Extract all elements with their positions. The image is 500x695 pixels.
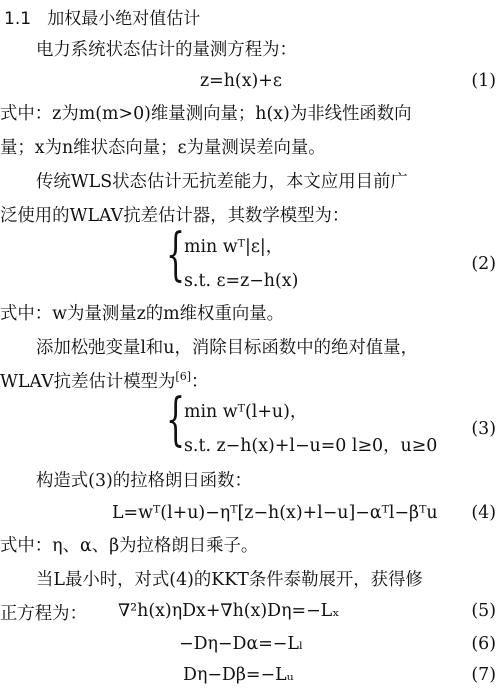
where-line-2: 式中：w为量测量z的m维权重向量。 <box>0 304 285 324</box>
equation-2-number: (2) <box>471 254 496 274</box>
equation-4-number: (4) <box>471 503 496 523</box>
equation-3 <box>184 395 437 463</box>
equation-2-line-1: min wᵀ|ε|， <box>184 237 284 257</box>
equation-1: z=h(x)+ε <box>200 71 282 91</box>
paragraph-2b: 泛使用的WLAV抗差估计器，其数学模型为： <box>0 206 350 226</box>
equation-2-brace: { <box>166 222 186 289</box>
equation-5: ∇²h(x)ηDx+∇h(x)Dη=−Lₓ <box>118 601 340 621</box>
equation-1-number: (1) <box>471 71 496 91</box>
where-line-4: 式中：η、α、β为拉格朗日乘子。 <box>0 536 259 556</box>
paragraph-5b: 正方程为： <box>0 604 87 624</box>
where-line-1a: 式中：z为m(m>0)维量测向量；h(x)为非线性函数向 <box>0 104 412 124</box>
equation-6: −Dη−Dα=−Lₗ <box>179 634 304 654</box>
equation-4: L=wᵀ(l+u)−ηᵀ[z−h(x)+l−u]−αᵀl−βᵀu <box>112 503 438 523</box>
equation-7-number: (7) <box>471 665 496 685</box>
paragraph-4: 构造式(3)的拉格朗日函数： <box>36 471 252 491</box>
where-line-1b: 量；x为n维状态向量；ε为量测误差向量。 <box>0 138 326 158</box>
paragraph-3b-end: ： <box>191 372 209 392</box>
equation-7: Dη−Dβ=−Lᵤ <box>183 665 294 685</box>
equation-3-line-2: s.t. z−h(x)+l−u=0 l≥0，u≥0 <box>184 436 438 456</box>
section-title: 加权最小绝对值估计 <box>47 9 201 29</box>
paragraph-5a: 当L最小时，对式(4)的KKT条件泰勒展开，获得修 <box>36 570 423 590</box>
intro-line: 电力系统状态估计的量测方程为： <box>36 40 297 60</box>
paragraph-3a: 添加松弛变量l和u，消除目标函数中的绝对值量， <box>36 338 418 358</box>
equation-2-line-2: s.t. ε=z−h(x) <box>184 271 299 291</box>
equation-2 <box>184 230 298 298</box>
citation-6: [6] <box>175 370 192 383</box>
paragraph-2a: 传统WLS状态估计无抗差能力，本文应用目前广 <box>36 172 408 192</box>
section-number: 1.1 <box>4 9 32 29</box>
paragraph-3b <box>0 365 500 399</box>
equation-5-number: (5) <box>471 601 496 621</box>
equation-6-number: (6) <box>471 634 496 654</box>
equation-3-line-1: min wᵀ(l+u)， <box>184 402 308 422</box>
equation-3-number: (3) <box>471 419 496 439</box>
section-heading <box>4 2 500 36</box>
equation-3-brace: { <box>166 387 186 454</box>
paragraph-3b-text: WLAV抗差估计模型为 <box>0 372 176 392</box>
